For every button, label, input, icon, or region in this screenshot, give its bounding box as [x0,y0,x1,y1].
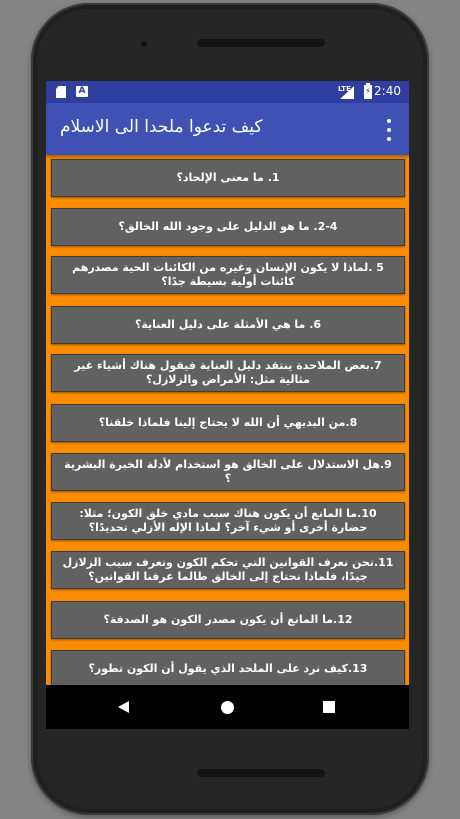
navigation-bar [46,685,409,729]
question-list [46,155,409,685]
list-item[interactable]: 8.من البديهي أن الله لا يحتاج إلينا فلماذا خلقنا؟ [51,404,405,442]
list-item[interactable]: 6. ما هي الأمثلة على دليل العناية؟ [51,306,405,344]
list-item[interactable]: 9.هل الاستدلال على الخالق هو استخدام لأدلة الخبرة البشرية ؟ [51,453,405,491]
front-camera [141,41,147,47]
list-item[interactable]: 11.نحن نعرف القوانين التي تحكم الكون ونعرف سبب الزلازل جيدًا، فلماذا نحتاج إلى الخالق طالما عرفنا القوانين؟ [51,551,405,589]
app-title: كيف تدعوا ملحدا الى الاسلام [60,117,263,137]
charging-icon: ⚡ [364,87,372,97]
bottom-speaker [197,769,325,777]
back-icon[interactable] [118,701,129,713]
screen [46,81,409,729]
network-type-label: LTE [338,85,351,93]
overflow-menu-icon[interactable] [382,117,396,143]
sd-card-icon [56,86,66,98]
list-item[interactable]: 13.كيف نرد على الملحد الذي يقول أن الكون تطور؟ [51,650,405,685]
app-bar [46,103,409,155]
notification-a-icon: A [76,86,88,97]
list-item[interactable]: 1. ما معنى الإلحاد؟ [51,159,405,197]
status-time: 2:40 [374,84,401,98]
list-item[interactable]: 12.ما المانع أن يكون مصدر الكون هو الصدفة؟ [51,601,405,639]
home-icon[interactable] [221,701,234,714]
list-item[interactable]: 2-4. ما هو الدليل على وجود الله الخالق؟ [51,208,405,246]
earpiece-speaker [197,39,325,47]
list-item[interactable]: 7.بعض الملاحدة ينتقد دليل العناية فيقول هناك أشياء غير مثالية مثل: الأمراض والزلازل؟ [51,354,405,392]
recent-apps-icon[interactable] [323,701,335,713]
status-bar [46,81,409,103]
list-item[interactable]: 5 .لماذا لا يكون الإنسان وغيره من الكائنات الحية مصدرهم كائنات أولية بسيطة جدًا؟ [51,256,405,294]
list-item[interactable]: 10.ما المانع أن يكون هناك سبب مادي خلق الكون؛ مثلا: حضارة أخرى أو شيء آخر؟ لماذا الإله الأزلي تحديدًا؟ [51,502,405,540]
